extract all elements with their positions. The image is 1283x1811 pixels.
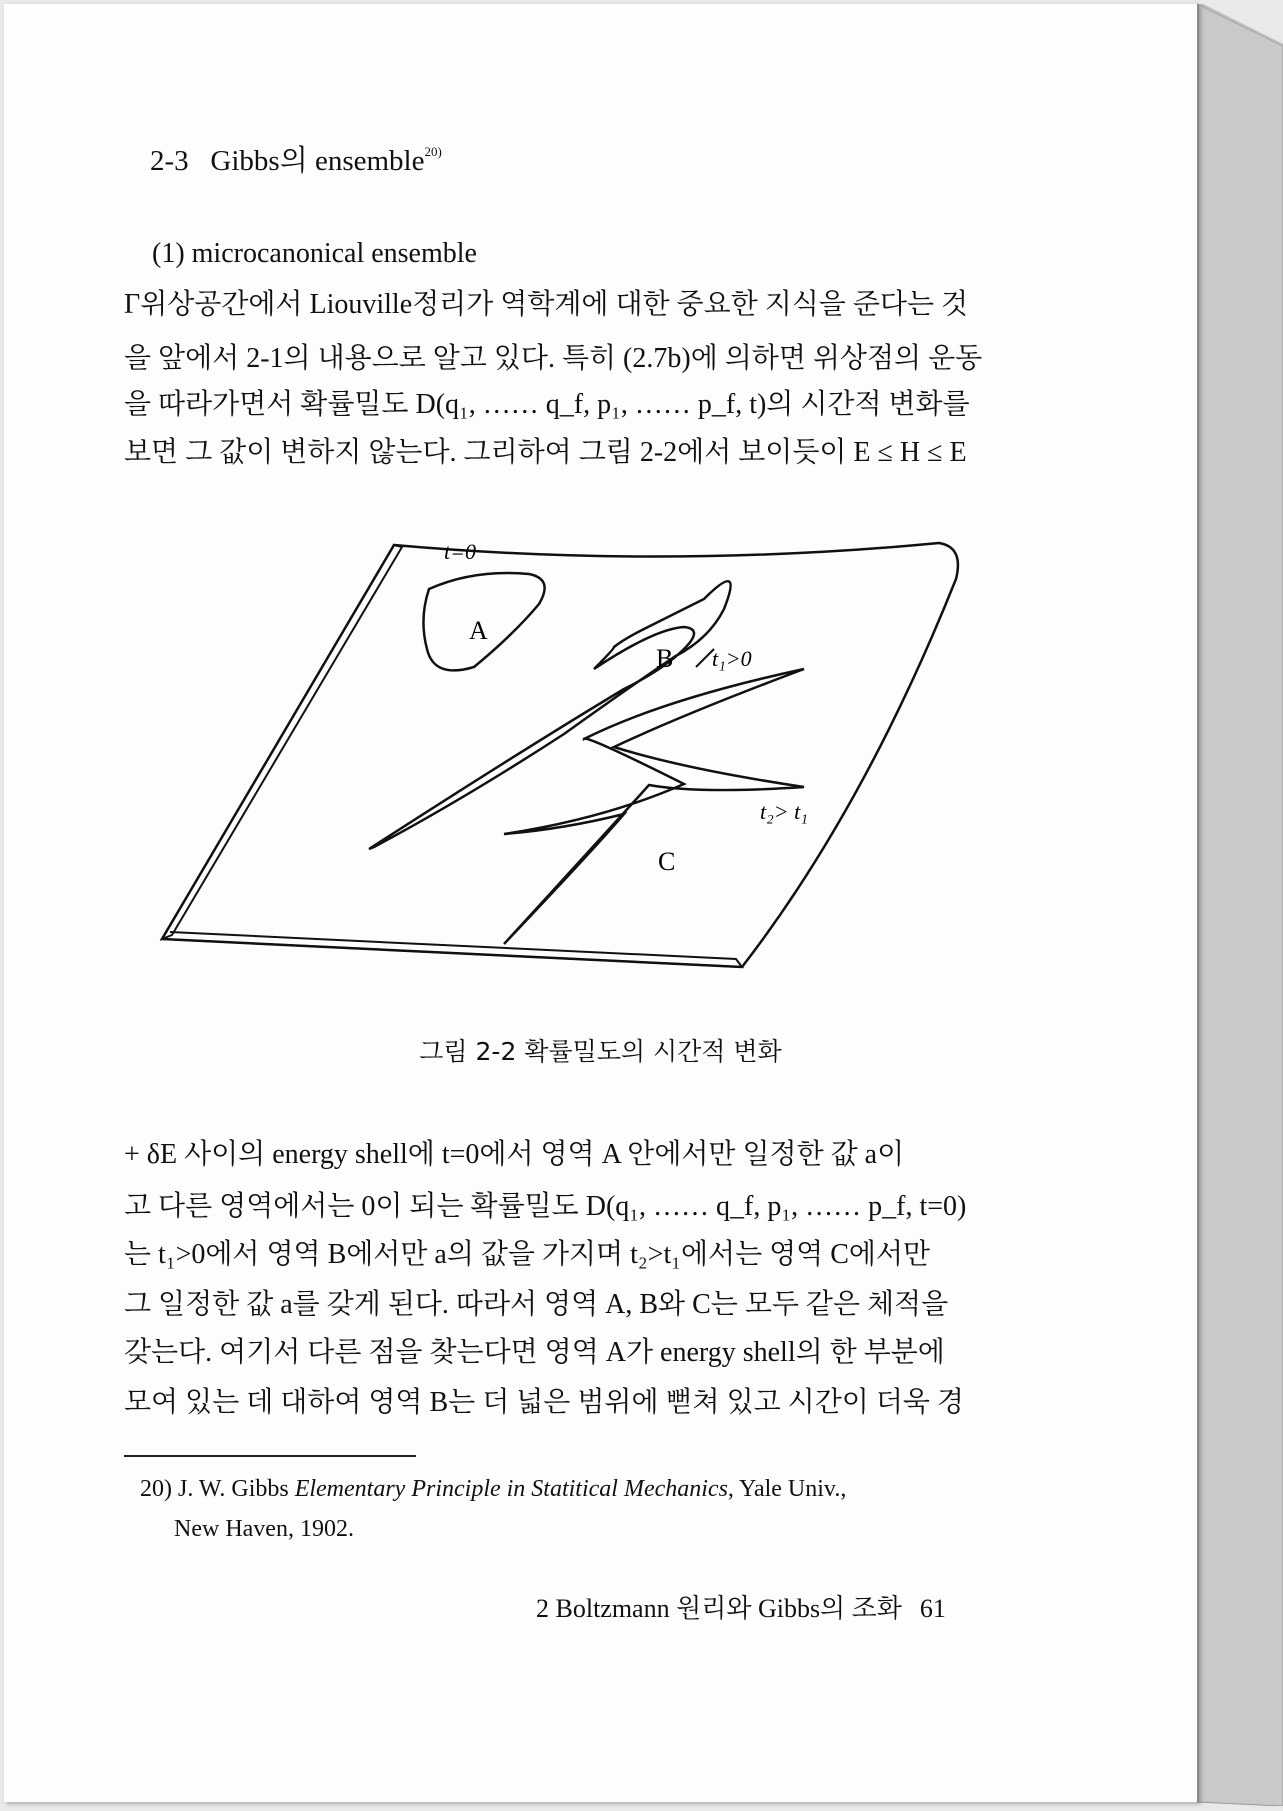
text-line: 모여 있는 데 대하여 영역 B는 더 넓은 범위에 뻗쳐 있고 시간이 더욱 경	[124, 1387, 964, 1418]
label-t1: t₁>0	[712, 646, 752, 671]
text-line: 을 앞에서 2-1의 내용으로 알고 있다. 특히 (2.7b)에 의하면 위상점의 운동	[124, 343, 983, 374]
book-page	[4, 4, 1199, 1802]
footnote-place: New Haven, 1902.	[174, 1516, 354, 1542]
footnote-author: J. W. Gibbs	[178, 1476, 289, 1502]
section-title: Gibbs의 ensemble	[210, 145, 425, 177]
phase-space-figure	[144, 529, 984, 999]
footnote-number: 20)	[140, 1476, 172, 1502]
text-line: Γ위상공간에서 Liouville정리가 역학계에 대한 중요한 지식을 준다는 것	[124, 289, 969, 320]
footnote-ref: 20)	[424, 144, 442, 159]
label-t2: t₂> t₁	[760, 799, 808, 824]
region-c-shape	[504, 669, 804, 944]
subsection-heading: (1) microcanonical ensemble	[152, 238, 477, 269]
label-region-b: B	[656, 644, 674, 673]
footnote-divider	[124, 1455, 416, 1457]
label-region-a: A	[469, 616, 488, 645]
text-line: + δE 사이의 energy shell에 t=0에서 영역 A 안에서만 일정한 값 a이	[124, 1139, 905, 1170]
text-line: 보면 그 값이 변하지 않는다. 그리하여 그림 2-2에서 보이듯이 E ≤ H ≤ E	[124, 437, 967, 468]
footnote-line-1	[140, 1474, 846, 1504]
running-footer	[536, 1588, 946, 1625]
text-line: 고 다른 영역에서는 0이 되는 확률밀도 D(q₁, …… q_f, p₁, …… p_f, t=0)	[124, 1191, 967, 1222]
text-line: 을 따라가면서 확률밀도 D(q₁, …… q_f, p₁, …… p_f, t)의 시간적 변화를	[124, 389, 970, 420]
figure-caption: 그림 2-2 확률밀도의 시간적 변화	[419, 1037, 782, 1066]
label-region-c: C	[658, 847, 676, 876]
text-line: 는 t₁>0에서 영역 B에서만 a의 값을 가지며 t₂>t₁에서는 영역 C에서만	[124, 1239, 931, 1270]
text-line: 갖는다. 여기서 다른 점을 찾는다면 영역 A가 energy shell의 한 부분에	[124, 1337, 945, 1368]
page-number: 61	[919, 1594, 946, 1623]
footnote-title: Elementary Principle in Statitical Mechanics	[294, 1476, 728, 1502]
section-heading	[150, 138, 442, 179]
text-line: 그 일정한 값 a를 갖게 된다. 따라서 영역 A, B와 C는 모두 같은 체적을	[124, 1289, 949, 1320]
energy-shell-sheet	[162, 543, 958, 967]
label-t0: t=0	[444, 539, 476, 564]
footnote-publisher: , Yale Univ.,	[727, 1476, 847, 1502]
section-number: 2-3	[150, 145, 189, 177]
running-title: 2 Boltzmann 원리와 Gibbs의 조화	[536, 1594, 902, 1623]
